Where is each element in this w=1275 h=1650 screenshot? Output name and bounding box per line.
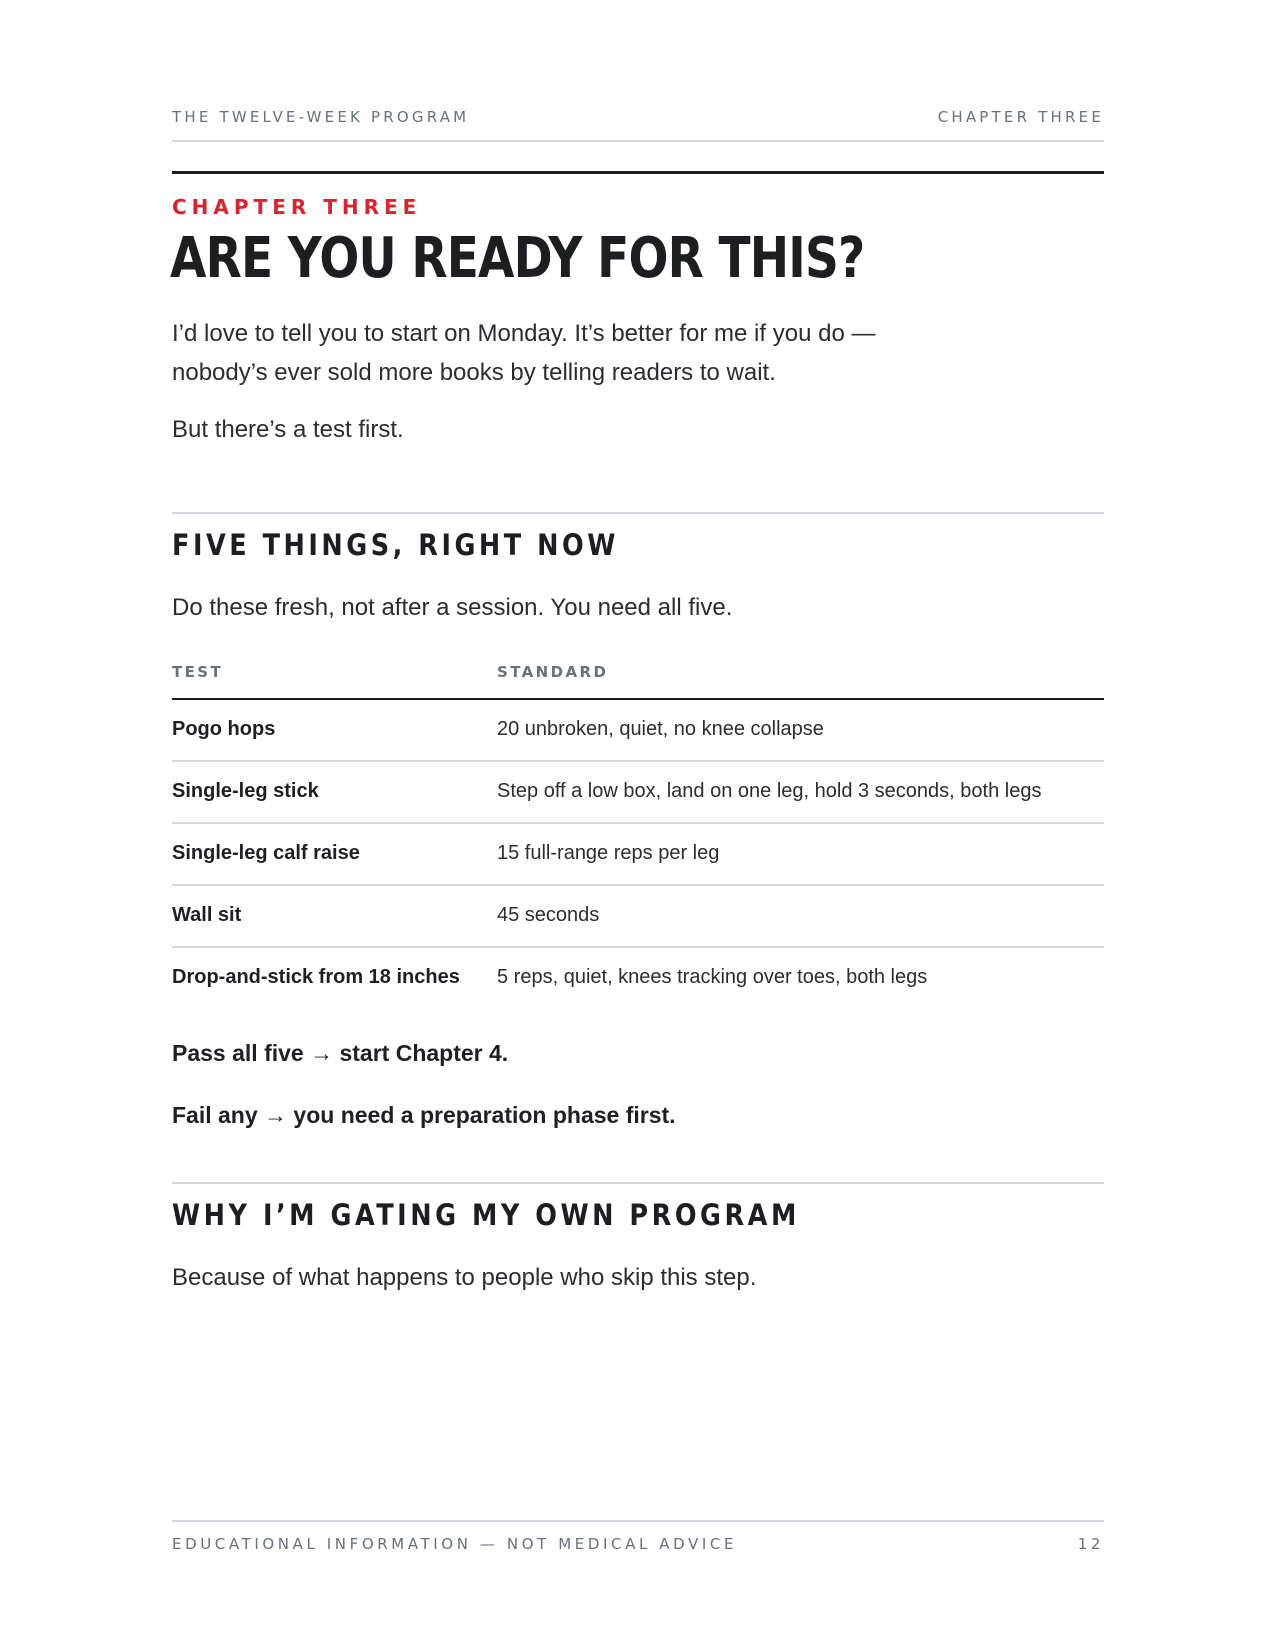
section-lead: Because of what happens to people who skip this step. [172, 1264, 757, 1291]
footer-divider [172, 1520, 1104, 1522]
cell-standard: Step off a low box, land on one leg, hold 3 seconds, both legs [497, 780, 1042, 802]
intro-paragraph [172, 314, 875, 392]
table-row [172, 824, 1104, 886]
cell-standard: 45 seconds [497, 904, 600, 926]
intro-paragraph-2: But there’s a test first. [172, 416, 404, 443]
cell-test: Wall sit [172, 904, 242, 926]
cell-test: Pogo hops [172, 718, 276, 740]
cell-standard: 20 unbroken, quiet, no knee collapse [497, 718, 824, 740]
footer-disclaimer: EDUCATIONAL INFORMATION — NOT MEDICAL ADVICE [172, 1535, 738, 1553]
table-header-row [172, 656, 1104, 700]
test-table [172, 656, 1104, 1008]
footer [172, 1535, 1104, 1553]
section-divider [172, 512, 1104, 514]
table-row [172, 700, 1104, 762]
running-head-title: THE TWELVE-WEEK PROGRAM [172, 108, 470, 126]
table-row [172, 948, 1104, 1008]
column-header-standard: STANDARD [497, 663, 609, 681]
cell-test: Single-leg calf raise [172, 842, 360, 864]
column-header-test: TEST [172, 663, 224, 681]
chapter-rule [172, 171, 1104, 174]
table-row [172, 886, 1104, 948]
cell-standard: 5 reps, quiet, knees tracking over toes, both legs [497, 966, 928, 988]
running-head [172, 108, 1104, 126]
cell-standard: 15 full-range reps per leg [497, 842, 720, 864]
cell-test: Drop-and-stick from 18 inches [172, 966, 460, 988]
intro-line-2: nobody’s ever sold more books by telling readers to wait. [172, 359, 776, 386]
chapter-kicker: CHAPTER THREE [172, 195, 422, 219]
fail-instruction: Fail any → you need a preparation phase first. [172, 1102, 676, 1128]
table-row [172, 762, 1104, 824]
chapter-title: ARE YOU READY FOR THIS? [170, 226, 865, 291]
page-number: 12 [1077, 1535, 1104, 1553]
section-heading-why-gating: WHY I’M GATING MY OWN PROGRAM [172, 1198, 800, 1232]
section-lead: Do these fresh, not after a session. You need all five. [172, 594, 733, 621]
cell-test: Single-leg stick [172, 780, 319, 802]
intro-line-1: I’d love to tell you to start on Monday. It’s better for me if you do — [172, 320, 876, 347]
section-heading-five-things: FIVE THINGS, RIGHT NOW [172, 528, 619, 562]
running-head-chapter: CHAPTER THREE [937, 108, 1104, 126]
pass-instruction: Pass all five → start Chapter 4. [172, 1040, 509, 1066]
section-divider [172, 1182, 1104, 1184]
header-divider [172, 140, 1104, 142]
